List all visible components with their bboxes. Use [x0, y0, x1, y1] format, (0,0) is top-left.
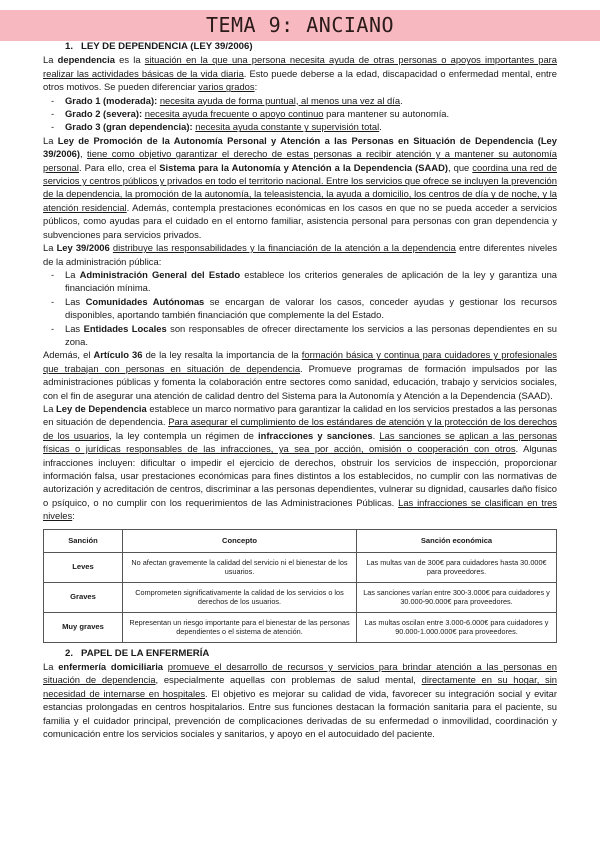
underlined-text: tiene como objetivo garantizar el derecho de estas personas a recibir atención y a mantener su autonomía personal — [43, 148, 557, 173]
table-header-row — [44, 529, 557, 552]
text: entre diferentes niveles de la administración pública: — [43, 242, 558, 267]
section-number: 2. — [65, 647, 74, 659]
text: . Algunas infracciones incluyen: dificultar o impedir el ejercicio de derechos, obstruir los servicios de inspección, proporcionar información falsa, usar prestaciones económicas para fines distintos a los establecidos, no cumplir con las normativas de autorización y acreditación de centros, discriminar a las personas dependientes, vulnerar su dignidad, causarles daño físico o psíquico, o no cumplir con los requerimientos de las Administraciones Públicas. — [43, 443, 557, 508]
table-cell: Graves — [44, 582, 123, 612]
text: . Además, contempla prestaciones económicas en los casos en que no se pueda acceder a servicios públicos, como ayudas para el cuidado en el entorno familiar, asistencia personal para personas con gran dependencia y subvenciones para servicios privados. — [43, 201, 557, 240]
text: , que — [447, 161, 473, 173]
underlined-text: coordina una red de servicios y centros públicos y privados en todo el territorio nacional. Entre los servicios que ofrece se incluyen la prevención de la dependencia, la promoción de la autonomía, la teleasistencia, la ayuda a domicilio, los centros de día y de noche, y la atención residencial — [43, 161, 557, 213]
list-item — [43, 268, 557, 295]
administration-levels-list — [43, 268, 557, 348]
list-item — [43, 107, 557, 120]
term-bold: Ley 39/2006 — [56, 242, 110, 254]
list-item — [43, 295, 557, 322]
page-title: TEMA 9: ANCIANO — [205, 13, 395, 37]
text: La — [43, 134, 58, 146]
text: son responsables de ofrecer directamente los servicios a las personas dependientes en su zona. — [65, 322, 557, 347]
table-header: Sanción económica — [357, 529, 557, 552]
text: , — [80, 148, 88, 160]
term-bold: Ley de Dependencia — [56, 402, 147, 414]
table-cell: No afectan gravemente la calidad del servicio ni el bienestar de los usuarios. — [123, 552, 357, 582]
paragraph-ley — [43, 134, 557, 241]
text: establece los criterios generales de aplicación de la ley y garantiza una financiación mínima. — [65, 268, 557, 294]
sanctions-table — [43, 529, 557, 643]
section-title: PAPEL DE LA ENFERMERÍA — [81, 647, 210, 659]
term-bold: Ley de Promoción de la Autonomía Personal y Atención a las Personas en Situación de Dependencia (Ley 39/2006) — [43, 134, 557, 160]
table-header: Sanción — [44, 529, 123, 552]
text: . Para ello, crea el — [78, 161, 160, 173]
text: es la — [114, 54, 145, 66]
text: . — [372, 429, 380, 441]
paragraph-enfermeria — [43, 660, 557, 740]
term-bold: infracciones y sanciones — [258, 429, 373, 441]
paragraph-infracciones — [43, 402, 557, 523]
title-banner — [0, 10, 600, 41]
table-cell: Muy graves — [44, 612, 123, 642]
table-header: Concepto — [123, 529, 357, 552]
grade-label: Grado 1 (moderada): — [65, 94, 158, 106]
text: . — [400, 94, 403, 106]
text: se encargan de valorar los casos, conceder ayudas y gestionar los recursos disponibles, aportando también financiación que complemente la del Estado. — [65, 295, 557, 321]
term-bold: Entidades Locales — [83, 322, 167, 334]
term-bold: Comunidades Autónomas — [85, 295, 205, 307]
grades-list — [43, 94, 557, 134]
section-heading-2 — [65, 647, 557, 660]
text: Además, el — [43, 349, 94, 361]
text: La — [65, 268, 80, 280]
grade-label: Grado 2 (severa): — [65, 108, 143, 120]
underlined-text: Para asegurar el cumplimiento de los estándares de atención y la protección de los derechos de los usuarios — [43, 416, 557, 441]
underlined-text: distribuye las responsabilidades y la financiación de la atención a la dependencia — [112, 242, 456, 254]
section-title: LEY DE DEPENDENCIA (LEY 39/2006) — [81, 41, 253, 52]
table-row — [44, 582, 557, 612]
text: : — [254, 81, 258, 93]
table-cell: Las multas van de 300€ para cuidadores hasta 30.000€ para proveedores. — [357, 552, 557, 582]
list-item — [43, 120, 557, 133]
table-cell: Representan un riesgo importante para el bienestar de las personas dependientes o el sistema de atención. — [123, 612, 357, 642]
term-bold: enfermería domiciliaria — [58, 661, 164, 673]
section-number: 1. — [65, 41, 74, 52]
paragraph-articulo36 — [43, 348, 557, 402]
underlined-text: necesita ayuda frecuente o apoyo continuo — [144, 108, 324, 120]
table-row — [44, 552, 557, 582]
text: establece un marco normativo para garantizar la calidad en los servicios prestados a las personas en situación de dependencia. — [43, 402, 557, 428]
text: Las — [65, 322, 84, 334]
underlined-text: promueve el desarrollo de recursos y servicios para brindar atención a las personas en situación de dependencia — [43, 661, 557, 686]
text: : — [72, 510, 75, 522]
section-heading-1 — [65, 40, 557, 53]
text: Las — [65, 295, 86, 307]
table-cell: Las multas oscilan entre 3.000-6.000€ para cuidadores y 90.000-1.000.000€ para proveedores. — [357, 612, 557, 642]
paragraph-dependencia — [43, 53, 557, 93]
text: La — [43, 661, 59, 673]
text: . — [379, 121, 382, 133]
underlined-text: Las sanciones se aplican a las personas físicas o jurídicas responsables de las infracciones, ya sea por acción, omisión o cooperación con otros — [43, 429, 557, 455]
table-cell: Comprometen significativamente la calidad de los servicios o los derechos de los usuarios. — [123, 582, 357, 612]
text: , la ley contempla un régimen de — [109, 429, 259, 441]
text: . Esto puede deberse a la edad, discapacidad o enfermedad mental, entre otros motivos. Se pueden diferenciar — [43, 67, 557, 93]
term-bold: Artículo 36 — [93, 349, 143, 361]
underlined-text: necesita ayuda de forma puntual, al menos una vez al día — [159, 94, 401, 106]
text: de la ley resalta la importancia de la — [142, 349, 302, 361]
grade-label: Grado 3 (gran dependencia): — [65, 121, 193, 133]
paragraph-distribucion — [43, 241, 557, 268]
table-cell: Leves — [44, 552, 123, 582]
text: . El objetivo es mejorar su calidad de vida, favorecer su integración social y evitar estancias prolongadas en centros hospitalarios. Entre sus funciones destacan la formación sanitaria para el paciente, su familia y el cuidador principal, prevención de complicaciones derivadas de su enfermedad o inmovilidad, coordinación y comunicación entre los servicios sociales y sanitarios, y apoyo en el autocuidado del paciente. — [43, 687, 557, 740]
underlined-text: directamente en su hogar, sin necesidad de internarse en hospitales — [43, 674, 557, 699]
term-bold: Sistema para la Autonomía y Atención a la Dependencia (SAAD) — [159, 161, 448, 173]
document-body — [43, 40, 557, 740]
underlined-text: formación básica y continua para cuidadores y profesionales que trabajan con personas en situación de dependencia — [43, 349, 557, 374]
term-bold: Administración General del Estado — [79, 268, 241, 280]
text: La — [43, 54, 58, 66]
table-cell: Las sanciones varían entre 300-3.000€ para cuidadores y 30.000-90.000€ para proveedores. — [357, 582, 557, 612]
text: . Promueve programas de formación impulsados por las administraciones públicas y fomenta la colaboración entre sectores como sanidad, educación, trabajo y servicios sociales, con el fin de asegurar una atención de calidad dentro del Sistema para la Autonomía y Atención a la Dependencia (SAAD). — [43, 362, 557, 401]
underlined-text: varios grados — [198, 81, 255, 93]
term-bold: dependencia — [57, 54, 115, 66]
underlined-text: situación en la que una persona necesita ayuda de otras personas o apoyos importantes para realizar las actividades básicas de la vida diaria — [43, 54, 557, 79]
list-item — [43, 94, 557, 107]
table-row — [44, 612, 557, 642]
underlined-text: necesita ayuda constante y supervisión total — [195, 121, 380, 133]
list-item — [43, 322, 557, 349]
text: La — [43, 242, 57, 254]
underlined-text: Las infracciones se clasifican en tres niveles — [43, 496, 557, 522]
text: para mantener su autonomía. — [323, 108, 450, 120]
text: La — [43, 402, 57, 414]
text: , especialmente aquellas con problemas de salud mental, — [155, 674, 422, 686]
